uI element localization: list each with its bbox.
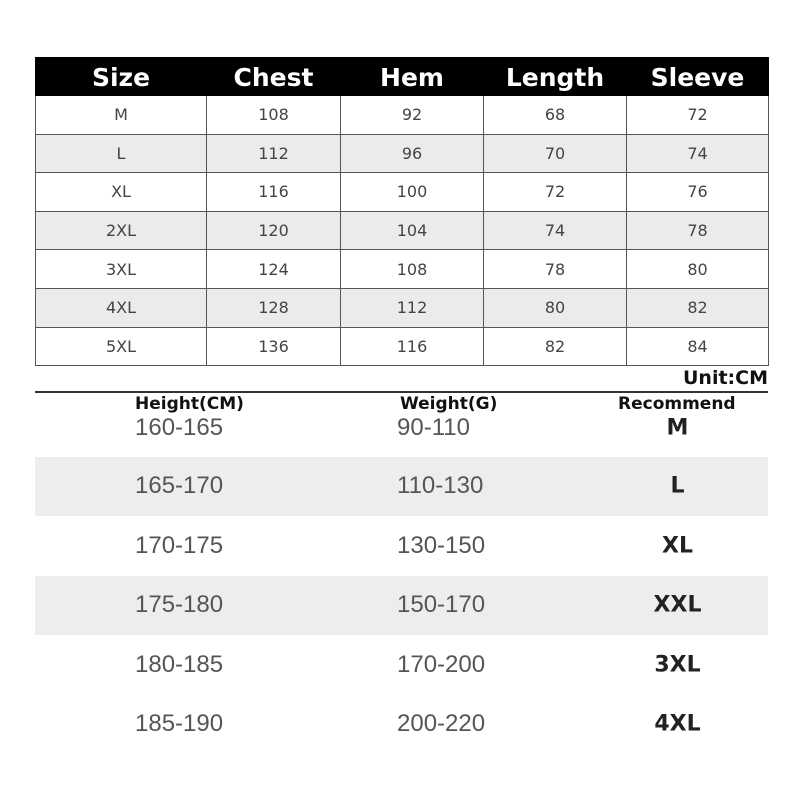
recommendation-row xyxy=(35,695,768,755)
cell-sleeve: 84 xyxy=(627,327,769,366)
cell-size: L xyxy=(36,134,207,173)
recommendation-table xyxy=(35,397,768,754)
cell-hem: 108 xyxy=(341,250,484,289)
cell-hem: 92 xyxy=(341,96,484,135)
height-range: 170-175 xyxy=(135,531,224,559)
cell-size: M xyxy=(36,96,207,135)
cell-chest: 108 xyxy=(207,96,341,135)
recommendation-row xyxy=(35,457,768,517)
cell-chest: 112 xyxy=(207,134,341,173)
size-chart-header xyxy=(36,58,769,96)
table-row xyxy=(36,288,769,327)
weight-range: 130-150 xyxy=(397,531,486,559)
cell-sleeve: 74 xyxy=(627,134,769,173)
height-range: 180-185 xyxy=(135,650,224,678)
cell-length: 78 xyxy=(484,250,627,289)
cell-length: 82 xyxy=(484,327,627,366)
weight-range: 150-170 xyxy=(397,591,486,619)
cell-chest: 124 xyxy=(207,250,341,289)
table-row xyxy=(36,173,769,212)
cell-hem: 104 xyxy=(341,211,484,250)
recommendation-row xyxy=(35,635,768,695)
cell-length: 74 xyxy=(484,211,627,250)
cell-sleeve: 82 xyxy=(627,288,769,327)
header-recommend: Recommend xyxy=(618,394,736,414)
cell-sleeve: 72 xyxy=(627,96,769,135)
table-row xyxy=(36,134,769,173)
cell-length: 72 xyxy=(484,173,627,212)
unit-label: Unit:CM xyxy=(683,367,768,389)
height-range: 185-190 xyxy=(135,710,224,738)
cell-size: 2XL xyxy=(36,211,207,250)
weight-range: 170-200 xyxy=(397,650,486,678)
cell-length: 70 xyxy=(484,134,627,173)
size-chart-table xyxy=(35,57,769,366)
recommended-size: M xyxy=(666,415,689,441)
cell-sleeve: 76 xyxy=(627,173,769,212)
height-range: 160-165 xyxy=(135,414,224,441)
table-row xyxy=(36,211,769,250)
cell-sleeve: 78 xyxy=(627,211,769,250)
header-chest: Chest xyxy=(207,58,341,96)
cell-size: 3XL xyxy=(36,250,207,289)
header-length: Length xyxy=(484,58,627,96)
cell-length: 80 xyxy=(484,288,627,327)
cell-chest: 128 xyxy=(207,288,341,327)
recommended-size: 4XL xyxy=(654,711,701,737)
recommendation-header xyxy=(0,394,800,414)
recommended-size: 3XL xyxy=(654,652,701,678)
weight-range: 110-130 xyxy=(397,472,484,500)
recommended-size: XL xyxy=(662,533,693,559)
cell-size: 5XL xyxy=(36,327,207,366)
header-height: Height(CM) xyxy=(135,394,244,414)
cell-hem: 116 xyxy=(341,327,484,366)
height-range: 175-180 xyxy=(135,591,224,619)
header-sleeve: Sleeve xyxy=(627,58,769,96)
header-size: Size xyxy=(36,58,207,96)
cell-size: 4XL xyxy=(36,288,207,327)
section-divider xyxy=(35,391,768,393)
cell-chest: 116 xyxy=(207,173,341,212)
cell-hem: 112 xyxy=(341,288,484,327)
header-row xyxy=(36,58,769,96)
cell-length: 68 xyxy=(484,96,627,135)
cell-hem: 100 xyxy=(341,173,484,212)
table-row xyxy=(36,327,769,366)
cell-size: XL xyxy=(36,173,207,212)
height-range: 165-170 xyxy=(135,472,224,500)
header-hem: Hem xyxy=(341,58,484,96)
cell-chest: 120 xyxy=(207,211,341,250)
cell-hem: 96 xyxy=(341,134,484,173)
recommended-size: XXL xyxy=(653,592,702,618)
recommended-size: L xyxy=(670,473,685,499)
recommendation-row xyxy=(35,576,768,636)
weight-range: 90-110 xyxy=(397,414,470,441)
recommendation-row xyxy=(35,516,768,576)
header-weight: Weight(G) xyxy=(400,394,498,414)
table-row xyxy=(36,250,769,289)
cell-sleeve: 80 xyxy=(627,250,769,289)
cell-chest: 136 xyxy=(207,327,341,366)
table-row xyxy=(36,96,769,135)
weight-range: 200-220 xyxy=(397,710,486,738)
